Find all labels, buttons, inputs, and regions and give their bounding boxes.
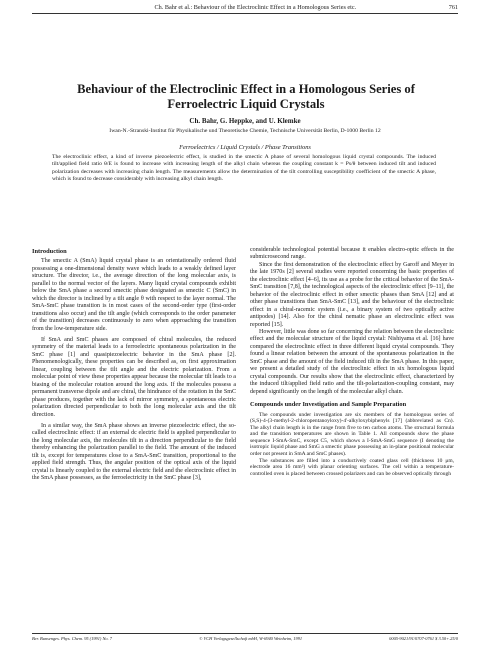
article-affiliation: Iwan-N.-Stranski-Institut für Physikalische und Theoretische Chemie, Technische Universität Berlin, D-1000 Berlin 12 — [109, 128, 381, 134]
footer-code: 0005-9021/91/0707-0761 $ 3.50+.25/0 — [389, 636, 458, 641]
running-header — [32, 4, 458, 14]
right-column — [250, 247, 454, 477]
page-footer — [32, 633, 458, 641]
left-column — [32, 248, 236, 483]
article-keywords: Ferroelectrics / Liquid Crystals / Phase Transitions — [179, 144, 311, 151]
body-paragraph: In a similar way, the SmA phase shows an inverse piezoelectric effect, the so-called electroclinic effect: if an external dc electric field is applied perpendicular to the long molecular axis, the molecules tilt in a direction perpendicular to the field thereby enhancing the polarization parallel to the field. The amount of the induced tilt is, except for temperatures close to a SmA-SmC transition, proportional to the applied field strength. Thus, the angular position of the optical axis of the liquid crystal is linearly coupled to the external electric field and the electroclinic effect in the SmA phase possesses, as the ferroelectricity in the SmC phase [3], — [32, 422, 236, 482]
body-paragraph: However, little was done so far concerning the relation between the electroclinic effect and the molecular structure of the liquid crystal: Nishiyama et al. [16] have compared the electroclinic effect in three different liquid crystal compounds. They found a linear relation between the amount of the spontaneous polarization in the SmC phase and the amount of the field induced tilt in the SmA phase. In this paper, we present a detailed study of the electroclinic effect in six homologous liquid crystal compounds. Our results show that the electroclinic effect, characterized by the induced tilt/applied field ratio and the tilt-polarization-coupling constant, may depend significantly on the length of the molecular alkyl chain. — [250, 328, 454, 395]
section-heading-compounds: Compounds under Investigation and Sample Preparation — [250, 401, 407, 409]
article-title: Behaviour of the Electroclinic Effect in a Homologous Series of Ferroelectric Liquid Crystals — [77, 82, 415, 111]
footer-journal: Ber. Bunsenges. Phys. Chem. 95 (1991) No. 7 — [32, 636, 112, 641]
body-paragraph: If SmA and SmC phases are composed of chiral molecules, the reduced symmetry of the material leads to a ferroelectric spontaneous polarization in the SmC phase [1] and quasipiezoelectric behavior in the SmA phase [2]. Phenomenologically, these properties can be described as, on first approximation linear, coupling between the tilt angle and the electric polarization. From a molecular point of view these properties appear because the molecular tilt leads to a biasing of the molecular rotation around the long axis. If the molecules possess a permanent transverse dipole and are chiral, the hindrance of the rotation in the SmC phase produces, together with the lack of mirror symmetry, a spontaneous electric polarization directed perpendicular to both the long molecular axis and the tilt direction. — [32, 336, 236, 418]
body-paragraph: The compounds under investigation are six members of the homologous series of (S,S)-4-(3-methyl-2-chloropentanoyloxy)-4'-alkyloxybiphenyls [17] (abbreviated as Cn). The alkyl chain length is in the range from five to ten carbon atoms. The structural formula and the transition temperatures are shown in Table 1. All compounds show the phase sequence I-SmA-SmC, except C5, which shows a I-SmA-SmG sequence (I denoting the isotropic liquid phase and SmG a smectic phase possessing an in-plane positional molecular order not present in SmA and SmC phases). — [250, 411, 454, 458]
footer-publisher: © VCH Verlagsgesellschaft mbH, W-6940 Weinheim, 1991 — [199, 636, 303, 641]
section-heading-introduction: Introduction — [32, 248, 67, 255]
body-paragraph: The smectic A (SmA) liquid crystal phase is an orientationally ordered fluid possessing a one-dimensional density wave which leads to a weakly defined layer structure. The director, i.e., the average direction of the long molecular axis, is parallel to the normal vector of the layers. Many liquid crystal compounds exhibit below the SmA phase a second smectic phase designated as smectic C (SmC) in which the director is inclined by a tilt angle θ with respect to the layer normal. The SmA-SmC phase transition is in most cases of the second-order type (first-order transitions also occur) and the tilt angle (which corresponds to the order parameter of the transition) decreases continuously to zero when approaching the transition from the low-temperature side. — [32, 258, 236, 332]
body-paragraph: considerable technological potential because it enables electro-optic effects in the submicrosecond range. — [250, 247, 454, 261]
body-paragraph: Since the first demonstration of the electroclinic effect by Garoff and Meyer in the late 1970s [2] several studies were reported concerning the basic properties of the electroclinic effect [4–6], its use as a probe for the critical behavior of the SmA-SmC transition [7,8], the technological aspects of the electroclinic effect [9–11], the behavior of the electroclinic effect in other smectic phases than SmA [12] and at other phase transitions than SmA-SmC [13], and the behaviour of the electroclinic effect in a chiral-racemic system (i.e., a binary system of two optically active antipodes) [14]. Also for the chiral nematic phase an electroclinic effect was reported [15]. — [250, 261, 454, 328]
page-number: 761 — [448, 4, 458, 11]
article-authors: Ch. Bahr, G. Heppke, and U. Klemke — [189, 117, 301, 125]
running-title: Ch. Bahr et al.: Behaviour of the Electroclinic Effect in a Homologous Series etc. — [154, 4, 357, 11]
body-paragraph: The substances are filled into a conductively coated glass cell (thickness 10 μm, electrode area 16 mm²) with planar orienting surfaces. The cell within a temperature-controlled oven is placed between crossed polarizers and can be observed optically through — [250, 457, 454, 477]
article-abstract: The electroclinic effect, a kind of inverse piezoelectric effect, is studied in the smectic A phase of several homologous liquid crystal compounds. The induced tilt/applied field ratio θ/E is found to increase with increasing length of the alkyl chain whereas the coupling constant k = Ps/θ between induced tilt and induced polarization decreases with increasing chain length. The measurements allow the determination of the tilt controlling susceptibility coefficient of the smectic A phase, which is found to decrease considerably with increasing alkyl chain length. — [52, 154, 436, 183]
